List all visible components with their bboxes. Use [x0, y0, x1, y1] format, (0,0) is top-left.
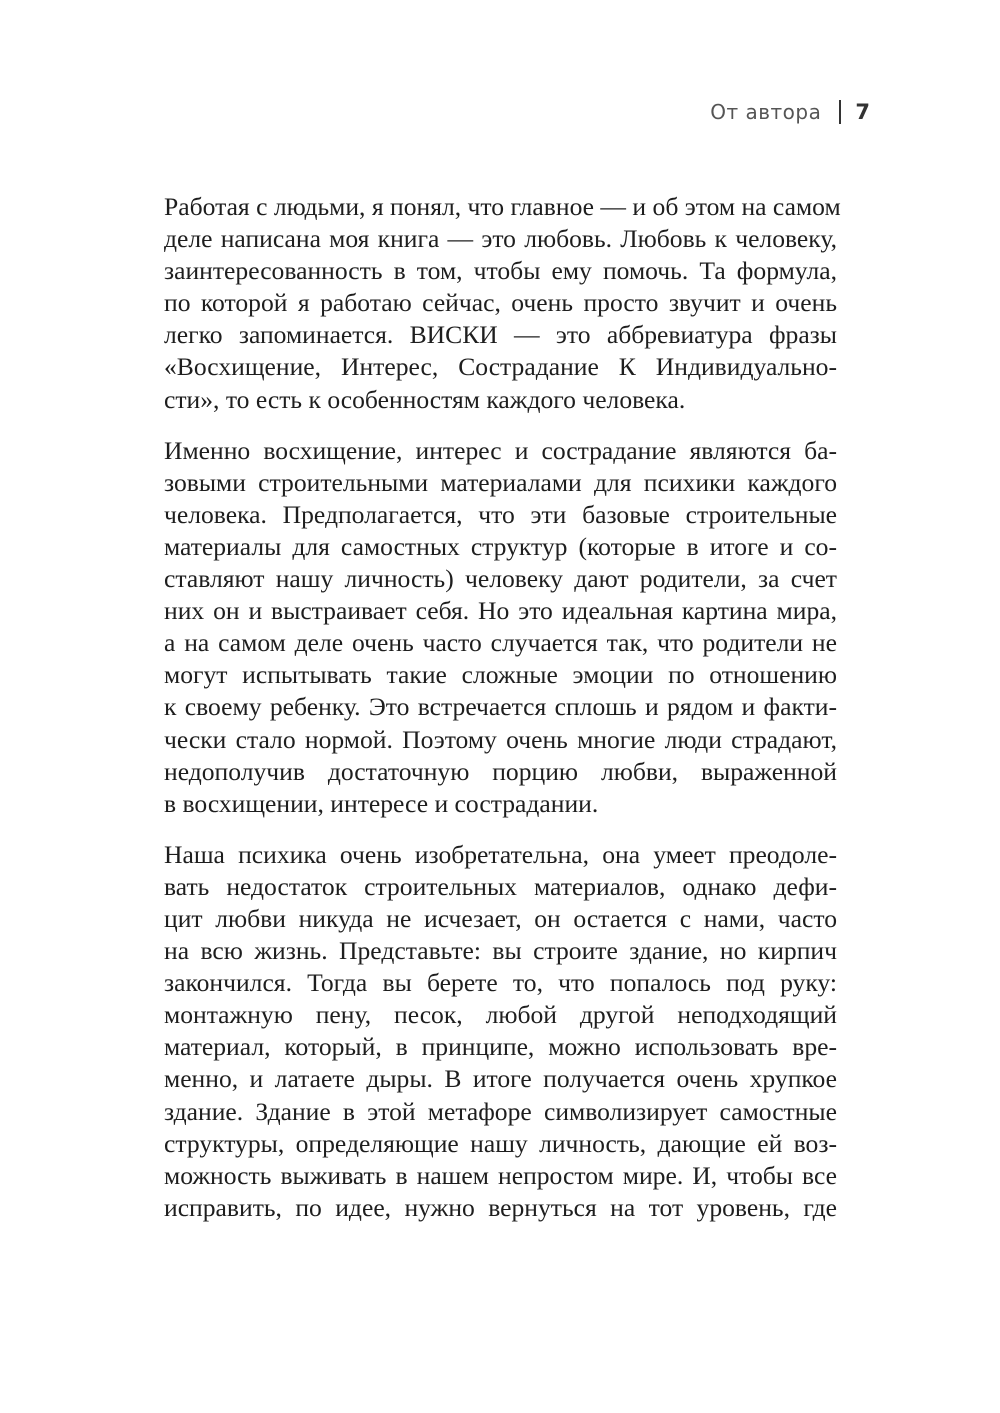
text-line: могут испытывать такие сложные эмоции по отношению: [164, 660, 837, 690]
text-line: вать недостаток строительных материалов, однако дефи-: [164, 871, 837, 901]
text-line: человека. Предполагается, что эти базовые строительные: [164, 499, 837, 529]
body-text: [164, 191, 841, 1243]
text-line: в восхищении, интересе и сострадании.: [164, 788, 599, 818]
text-line: недополучив достаточную порцию любви, выраженной: [164, 756, 837, 786]
text-line: можность выживать в нашем непростом мире. И, чтобы все: [164, 1160, 837, 1190]
text-line: сти», то есть к особенностям каждого человека.: [164, 384, 686, 414]
running-head: [710, 100, 870, 124]
text-line: них он и выстраивает себя. Но это идеальная картина мира,: [164, 596, 837, 626]
text-line: Наша психика очень изобретательна, она умеет преодоле-: [164, 839, 837, 869]
text-line: на всю жизнь. Представьте: вы строите здание, но кирпич: [164, 936, 837, 966]
text-line: материал, который, в принципе, можно использовать вре-: [164, 1032, 837, 1062]
text-line: материалы для самостных структур (которые в итоге и со-: [164, 531, 837, 561]
paragraph-3: [164, 839, 837, 1224]
text-line: чески стало нормой. Поэтому очень многие люди страдают,: [164, 724, 837, 754]
text-line: структуры, определяющие нашу личность, дающие ей воз-: [164, 1128, 837, 1158]
text-line: исправить, по идее, нужно вернуться на тот уровень, где: [164, 1192, 837, 1222]
text-line: ставляют нашу личность) человеку дают родители, за счет: [164, 564, 837, 594]
text-line: монтажную пену, песок, любой другой неподходящий: [164, 1000, 837, 1030]
text-line: заинтересованность в том, чтобы ему помочь. Та формула,: [164, 256, 837, 286]
text-line: зовыми строительными материалами для психики каждого: [164, 467, 837, 497]
text-line: менно, и латаете дыры. В итоге получается очень хрупкое: [164, 1064, 837, 1094]
text-line: по которой я работаю сейчас, очень просто звучит и очень: [164, 288, 837, 318]
header-divider: [839, 100, 841, 124]
text-line: деле написана моя книга — это любовь. Любовь к человеку,: [164, 224, 837, 254]
text-line: Работая с людьми, я понял, что главное — и об этом на самом: [164, 192, 841, 221]
section-title: От автора: [710, 100, 822, 124]
text-line: Именно восхищение, интерес и сострадание являются ба-: [164, 435, 837, 465]
paragraph-2: [164, 435, 837, 820]
page-number: 7: [855, 100, 870, 124]
text-line: легко запоминается. ВИСКИ — это аббревиатура фразы: [164, 320, 837, 350]
text-line: закончился. Тогда вы берете то, что попалось под руку:: [164, 968, 837, 998]
text-line: а на самом деле очень часто случается так, что родители не: [164, 628, 837, 658]
text-line: здание. Здание в этой метафоре символизирует самостные: [164, 1096, 837, 1126]
text-line: «Восхищение, Интерес, Сострадание К Индивидуально-: [164, 352, 837, 382]
paragraph-1: [164, 191, 841, 416]
text-line: к своему ребенку. Это встречается сплошь и рядом и факти-: [164, 692, 837, 722]
text-line: цит любви никуда не исчезает, он остается с нами, часто: [164, 903, 837, 933]
